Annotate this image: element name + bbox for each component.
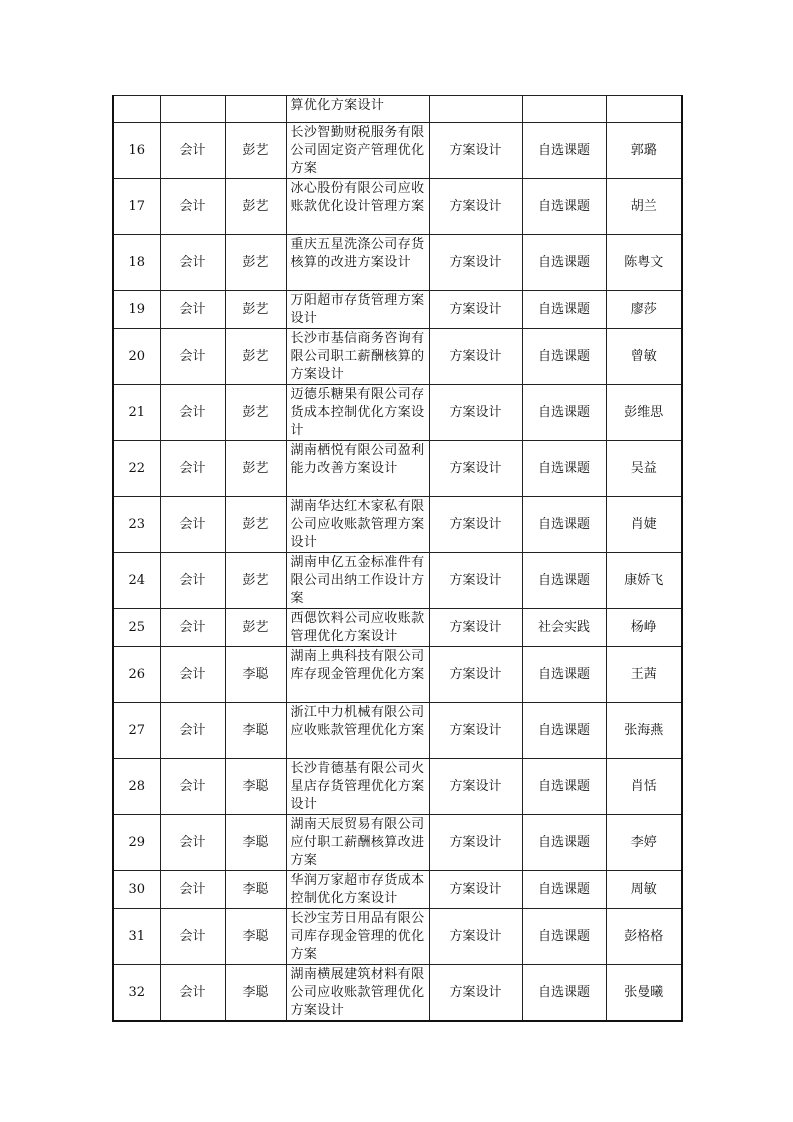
cell-major: 会计 (160, 123, 225, 179)
cell-advisor: 李聪 (225, 965, 286, 1022)
cell-advisor: 彭艺 (225, 441, 286, 497)
cell-advisor: 李聪 (225, 703, 286, 759)
cell-advisor: 李聪 (225, 871, 286, 909)
cell-student: 吴益 (606, 441, 682, 497)
cell-student: 彭维思 (606, 385, 682, 441)
cell-title: 万阳超市存货管理方案设计 (286, 291, 429, 329)
cell-type: 方案设计 (429, 609, 522, 647)
cell-type: 方案设计 (429, 871, 522, 909)
cell-no: 25 (113, 609, 160, 647)
table-row (113, 497, 682, 553)
cell-source: 自选课题 (522, 815, 606, 871)
cell-no: 20 (113, 329, 160, 385)
cell-type (429, 96, 522, 123)
cell-source: 自选课题 (522, 291, 606, 329)
table-row (113, 329, 682, 385)
cell-no: 29 (113, 815, 160, 871)
cell-student: 周敏 (606, 871, 682, 909)
cell-title: 湖南栖悦有限公司盈利能力改善方案设计 (286, 441, 429, 497)
cell-no: 31 (113, 909, 160, 965)
cell-no: 16 (113, 123, 160, 179)
cell-advisor: 彭艺 (225, 329, 286, 385)
cell-title: 湖南上典科技有限公司库存现金管理优化方案 (286, 647, 429, 703)
table-row (113, 553, 682, 609)
cell-student: 张海燕 (606, 703, 682, 759)
cell-type: 方案设计 (429, 909, 522, 965)
table-row (113, 385, 682, 441)
cell-source: 自选课题 (522, 759, 606, 815)
cell-type: 方案设计 (429, 291, 522, 329)
cell-type: 方案设计 (429, 179, 522, 235)
cell-no: 17 (113, 179, 160, 235)
cell-source: 自选课题 (522, 329, 606, 385)
cell-student: 彭格格 (606, 909, 682, 965)
cell-major: 会计 (160, 179, 225, 235)
cell-type: 方案设计 (429, 235, 522, 291)
cell-advisor: 彭艺 (225, 179, 286, 235)
cell-type: 方案设计 (429, 441, 522, 497)
cell-no: 23 (113, 497, 160, 553)
cell-student: 康娇飞 (606, 553, 682, 609)
cell-student: 肖恬 (606, 759, 682, 815)
cell-title: 重庆五星洗涤公司存货核算的改进方案设计 (286, 235, 429, 291)
cell-no: 21 (113, 385, 160, 441)
cell-type: 方案设计 (429, 815, 522, 871)
table-row (113, 291, 682, 329)
cell-type: 方案设计 (429, 553, 522, 609)
cell-advisor: 彭艺 (225, 123, 286, 179)
table-row (113, 441, 682, 497)
cell-major: 会计 (160, 703, 225, 759)
cell-student: 张曼曦 (606, 965, 682, 1022)
cell-major: 会计 (160, 647, 225, 703)
cell-title: 长沙肯德基有限公司火星店存货管理优化方案设计 (286, 759, 429, 815)
cell-title: 浙江中力机械有限公司应收账款管理优化方案 (286, 703, 429, 759)
cell-no (113, 96, 160, 123)
cell-type: 方案设计 (429, 965, 522, 1022)
table-row (113, 647, 682, 703)
cell-major: 会计 (160, 497, 225, 553)
cell-no: 28 (113, 759, 160, 815)
cell-type: 方案设计 (429, 703, 522, 759)
cell-no: 24 (113, 553, 160, 609)
cell-major: 会计 (160, 609, 225, 647)
cell-source: 自选课题 (522, 385, 606, 441)
cell-title: 湖南华达红木家私有限公司应收账款管理方案设计 (286, 497, 429, 553)
cell-title: 西偲饮料公司应收账款管理优化方案设计 (286, 609, 429, 647)
cell-student: 王茜 (606, 647, 682, 703)
cell-advisor: 彭艺 (225, 291, 286, 329)
cell-advisor: 彭艺 (225, 235, 286, 291)
cell-major (160, 96, 225, 123)
cell-student: 郭璐 (606, 123, 682, 179)
cell-no: 26 (113, 647, 160, 703)
cell-title: 长沙市基信商务咨询有限公司职工薪酬核算的方案设计 (286, 329, 429, 385)
cell-title: 长沙智勤财税服务有限公司固定资产管理优化方案 (286, 123, 429, 179)
cell-source: 自选课题 (522, 871, 606, 909)
cell-no: 22 (113, 441, 160, 497)
cell-no: 32 (113, 965, 160, 1022)
cell-student (606, 96, 682, 123)
cell-type: 方案设计 (429, 123, 522, 179)
cell-source: 自选课题 (522, 553, 606, 609)
thesis-topic-table (112, 95, 683, 1022)
cell-advisor: 彭艺 (225, 497, 286, 553)
cell-type: 方案设计 (429, 497, 522, 553)
cell-source: 自选课题 (522, 497, 606, 553)
table-row (113, 609, 682, 647)
table-row (113, 235, 682, 291)
table-row (113, 703, 682, 759)
cell-title: 华润万家超市存货成本控制优化方案设计 (286, 871, 429, 909)
cell-title: 冰心股份有限公司应收账款优化设计管理方案 (286, 179, 429, 235)
cell-no: 19 (113, 291, 160, 329)
cell-source (522, 96, 606, 123)
cell-student: 杨峥 (606, 609, 682, 647)
cell-type: 方案设计 (429, 385, 522, 441)
cell-source: 自选课题 (522, 179, 606, 235)
cell-student: 陈粤文 (606, 235, 682, 291)
cell-advisor (225, 96, 286, 123)
cell-major: 会计 (160, 965, 225, 1022)
cell-source: 自选课题 (522, 909, 606, 965)
table-row (113, 965, 682, 1022)
cell-no: 30 (113, 871, 160, 909)
cell-student: 廖莎 (606, 291, 682, 329)
cell-title: 迈德乐糖果有限公司存货成本控制优化方案设计 (286, 385, 429, 441)
cell-major: 会计 (160, 291, 225, 329)
cell-advisor: 彭艺 (225, 609, 286, 647)
table-row (113, 123, 682, 179)
cell-advisor: 李聪 (225, 909, 286, 965)
cell-no: 27 (113, 703, 160, 759)
cell-major: 会计 (160, 329, 225, 385)
table-row (113, 871, 682, 909)
cell-title: 湖南横展建筑材料有限公司应收账款管理优化方案设计 (286, 965, 429, 1022)
cell-student: 曾敏 (606, 329, 682, 385)
cell-type: 方案设计 (429, 759, 522, 815)
cell-advisor: 李聪 (225, 759, 286, 815)
cell-advisor: 李聪 (225, 815, 286, 871)
cell-student: 肖婕 (606, 497, 682, 553)
cell-major: 会计 (160, 759, 225, 815)
table-body (113, 96, 682, 1022)
cell-source: 自选课题 (522, 965, 606, 1022)
table-row (113, 759, 682, 815)
cell-advisor: 彭艺 (225, 385, 286, 441)
cell-source: 自选课题 (522, 441, 606, 497)
cell-source: 自选课题 (522, 235, 606, 291)
table-row (113, 179, 682, 235)
table-row-continued (113, 96, 682, 123)
cell-student: 胡兰 (606, 179, 682, 235)
cell-type: 方案设计 (429, 647, 522, 703)
cell-source: 自选课题 (522, 703, 606, 759)
cell-student: 李婷 (606, 815, 682, 871)
cell-major: 会计 (160, 235, 225, 291)
cell-no: 18 (113, 235, 160, 291)
table-row (113, 909, 682, 965)
cell-major: 会计 (160, 815, 225, 871)
cell-major: 会计 (160, 385, 225, 441)
cell-major: 会计 (160, 441, 225, 497)
cell-major: 会计 (160, 909, 225, 965)
table-row (113, 815, 682, 871)
cell-title: 长沙宝芳日用品有限公司库存现金管理的优化方案 (286, 909, 429, 965)
cell-title: 湖南天辰贸易有限公司应付职工薪酬核算改进方案 (286, 815, 429, 871)
cell-major: 会计 (160, 871, 225, 909)
cell-advisor: 彭艺 (225, 553, 286, 609)
cell-title: 湖南申亿五金标准件有限公司出纳工作设计方案 (286, 553, 429, 609)
cell-source: 自选课题 (522, 123, 606, 179)
cell-source: 社会实践 (522, 609, 606, 647)
cell-advisor: 李聪 (225, 647, 286, 703)
cell-major: 会计 (160, 553, 225, 609)
cell-title: 算优化方案设计 (286, 96, 429, 123)
cell-type: 方案设计 (429, 329, 522, 385)
cell-source: 自选课题 (522, 647, 606, 703)
